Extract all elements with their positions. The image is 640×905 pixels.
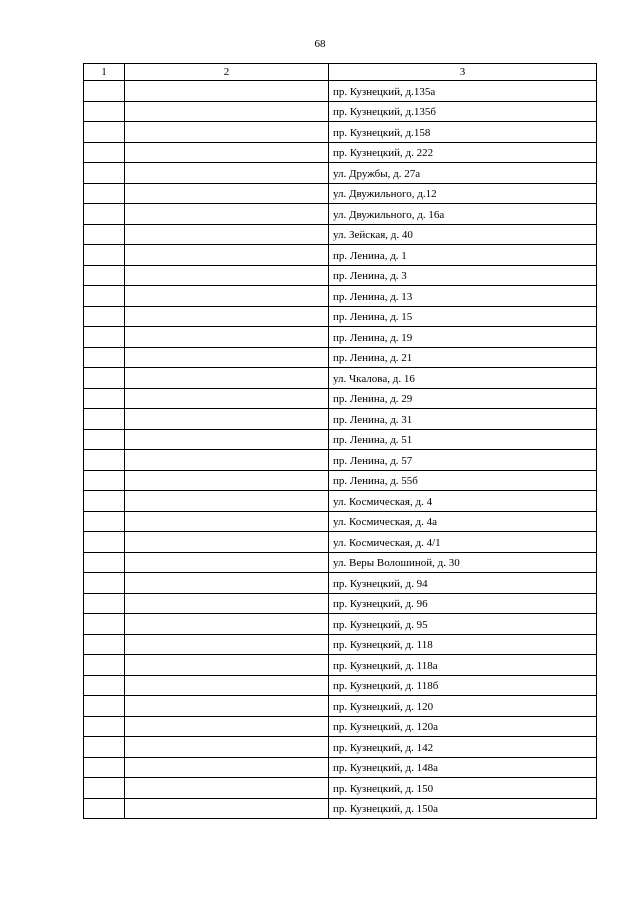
table-row [84, 204, 597, 225]
table-cell-col-3: ул. Космическая, д. 4/1 [329, 532, 597, 553]
table-cell-col-3: пр. Ленина, д. 15 [329, 306, 597, 327]
table-row [84, 101, 597, 122]
table-row [84, 737, 597, 758]
table-cell-col-2 [125, 265, 329, 286]
header-row [84, 64, 597, 81]
table-row [84, 265, 597, 286]
table-cell-col-1 [84, 573, 125, 594]
table-row [84, 347, 597, 368]
table-cell-col-1 [84, 245, 125, 266]
table-cell-col-1 [84, 81, 125, 102]
table-cell-col-3: пр. Ленина, д. 29 [329, 388, 597, 409]
table-cell-col-1 [84, 429, 125, 450]
header-col-1: 1 [84, 64, 125, 81]
table-cell-col-3: ул. Двужильного, д.12 [329, 183, 597, 204]
table-cell-col-1 [84, 306, 125, 327]
table-row [84, 634, 597, 655]
table-cell-col-3: пр. Кузнецкий, д.158 [329, 122, 597, 143]
table-cell-col-2 [125, 573, 329, 594]
table-cell-col-1 [84, 224, 125, 245]
table-cell-col-2 [125, 491, 329, 512]
table-cell-col-2 [125, 183, 329, 204]
table-cell-col-2 [125, 696, 329, 717]
table-cell-col-1 [84, 696, 125, 717]
table-cell-col-1 [84, 347, 125, 368]
table-cell-col-1 [84, 163, 125, 184]
table-row [84, 491, 597, 512]
table-row [84, 511, 597, 532]
table-row [84, 224, 597, 245]
header-col-2: 2 [125, 64, 329, 81]
header-col-3: 3 [329, 64, 597, 81]
table-cell-col-2 [125, 532, 329, 553]
table-cell-col-3: пр. Кузнецкий, д. 120 [329, 696, 597, 717]
table-row [84, 778, 597, 799]
table-cell-col-3: пр. Кузнецкий, д. 118б [329, 675, 597, 696]
table-cell-col-3: пр. Ленина, д. 13 [329, 286, 597, 307]
table-cell-col-3: пр. Кузнецкий, д. 118а [329, 655, 597, 676]
table-row [84, 470, 597, 491]
table-cell-col-1 [84, 778, 125, 799]
table-cell-col-1 [84, 532, 125, 553]
table-cell-col-2 [125, 798, 329, 819]
table-cell-col-2 [125, 655, 329, 676]
table-cell-col-3: ул. Двужильного, д. 16а [329, 204, 597, 225]
table-row [84, 614, 597, 635]
table-cell-col-1 [84, 122, 125, 143]
table-cell-col-2 [125, 614, 329, 635]
table-cell-col-1 [84, 101, 125, 122]
table-row [84, 327, 597, 348]
table-cell-col-1 [84, 655, 125, 676]
table-cell-col-1 [84, 450, 125, 471]
table-cell-col-1 [84, 552, 125, 573]
table-row [84, 655, 597, 676]
table-cell-col-3: пр. Кузнецкий, д. 96 [329, 593, 597, 614]
table-cell-col-3: пр. Ленина, д. 51 [329, 429, 597, 450]
table-cell-col-2 [125, 511, 329, 532]
table-row [84, 245, 597, 266]
table-cell-col-1 [84, 388, 125, 409]
table-cell-col-1 [84, 142, 125, 163]
table-cell-col-1 [84, 593, 125, 614]
table-cell-col-2 [125, 552, 329, 573]
table-cell-col-3: пр. Кузнецкий, д. 222 [329, 142, 597, 163]
table-cell-col-3: пр. Кузнецкий, д. 150 [329, 778, 597, 799]
table-cell-col-3: пр. Кузнецкий, д. 148а [329, 757, 597, 778]
table-cell-col-2 [125, 101, 329, 122]
table-cell-col-1 [84, 204, 125, 225]
table-cell-col-2 [125, 81, 329, 102]
table-cell-col-1 [84, 737, 125, 758]
table-cell-col-3: пр. Кузнецкий, д. 95 [329, 614, 597, 635]
table-row [84, 573, 597, 594]
table-cell-col-1 [84, 634, 125, 655]
table-cell-col-3: пр. Кузнецкий, д. 118 [329, 634, 597, 655]
table-cell-col-2 [125, 327, 329, 348]
table-cell-col-3: пр. Кузнецкий, д. 142 [329, 737, 597, 758]
table-row [84, 122, 597, 143]
table-row [84, 409, 597, 430]
page-number: 68 [314, 38, 326, 50]
table-row [84, 81, 597, 102]
table-cell-col-1 [84, 716, 125, 737]
table-cell-col-1 [84, 265, 125, 286]
table-cell-col-2 [125, 634, 329, 655]
table-row [84, 286, 597, 307]
table-cell-col-1 [84, 183, 125, 204]
table-row [84, 368, 597, 389]
table-cell-col-2 [125, 388, 329, 409]
table-row [84, 142, 597, 163]
table-cell-col-1 [84, 286, 125, 307]
table-cell-col-2 [125, 757, 329, 778]
table-cell-col-3: ул. Дружбы, д. 27а [329, 163, 597, 184]
table-cell-col-1 [84, 798, 125, 819]
table-row [84, 675, 597, 696]
table-cell-col-3: пр. Кузнецкий, д. 150а [329, 798, 597, 819]
table-cell-col-3: ул. Веры Волошиной, д. 30 [329, 552, 597, 573]
table-cell-col-2 [125, 347, 329, 368]
table-cell-col-3: ул. Чкалова, д. 16 [329, 368, 597, 389]
table-cell-col-2 [125, 450, 329, 471]
table-cell-col-2 [125, 409, 329, 430]
table-cell-col-2 [125, 122, 329, 143]
table-body [84, 81, 597, 819]
table-cell-col-1 [84, 368, 125, 389]
table-cell-col-1 [84, 409, 125, 430]
table-cell-col-3: пр. Кузнецкий, д.135б [329, 101, 597, 122]
table-cell-col-2 [125, 429, 329, 450]
table-cell-col-1 [84, 614, 125, 635]
table-row [84, 593, 597, 614]
table-cell-col-3: пр. Ленина, д. 3 [329, 265, 597, 286]
table-cell-col-2 [125, 306, 329, 327]
table-row [84, 306, 597, 327]
table-cell-col-2 [125, 675, 329, 696]
table-row [84, 532, 597, 553]
table-cell-col-3: пр. Ленина, д. 21 [329, 347, 597, 368]
table-cell-col-2 [125, 470, 329, 491]
table-cell-col-3: ул. Зейская, д. 40 [329, 224, 597, 245]
address-table [83, 63, 597, 819]
table-cell-col-2 [125, 368, 329, 389]
table-row [84, 429, 597, 450]
table-cell-col-2 [125, 142, 329, 163]
table-cell-col-2 [125, 716, 329, 737]
table-cell-col-2 [125, 163, 329, 184]
table-cell-col-2 [125, 778, 329, 799]
table-cell-col-3: пр. Ленина, д. 57 [329, 450, 597, 471]
table-cell-col-3: пр. Ленина, д. 19 [329, 327, 597, 348]
table-row [84, 552, 597, 573]
table-cell-col-2 [125, 204, 329, 225]
table-row [84, 798, 597, 819]
table-cell-col-3: ул. Космическая, д. 4 [329, 491, 597, 512]
table-cell-col-3: пр. Ленина, д. 55б [329, 470, 597, 491]
table-cell-col-1 [84, 757, 125, 778]
table-cell-col-3: пр. Кузнецкий, д. 120а [329, 716, 597, 737]
table-cell-col-3: пр. Кузнецкий, д. 94 [329, 573, 597, 594]
table-cell-col-3: пр. Кузнецкий, д.135а [329, 81, 597, 102]
table-cell-col-1 [84, 511, 125, 532]
table-cell-col-1 [84, 491, 125, 512]
table-cell-col-3: пр. Ленина, д. 1 [329, 245, 597, 266]
table-cell-col-2 [125, 593, 329, 614]
table-cell-col-1 [84, 327, 125, 348]
table-cell-col-1 [84, 675, 125, 696]
table-header [84, 64, 597, 81]
table-row [84, 388, 597, 409]
table-row [84, 757, 597, 778]
table-cell-col-3: ул. Космическая, д. 4а [329, 511, 597, 532]
table-cell-col-1 [84, 470, 125, 491]
table-cell-col-2 [125, 245, 329, 266]
table-cell-col-3: пр. Ленина, д. 31 [329, 409, 597, 430]
table-row [84, 183, 597, 204]
table-row [84, 716, 597, 737]
table-row [84, 450, 597, 471]
table-cell-col-2 [125, 737, 329, 758]
table-cell-col-2 [125, 286, 329, 307]
table-row [84, 163, 597, 184]
table-cell-col-2 [125, 224, 329, 245]
table-row [84, 696, 597, 717]
